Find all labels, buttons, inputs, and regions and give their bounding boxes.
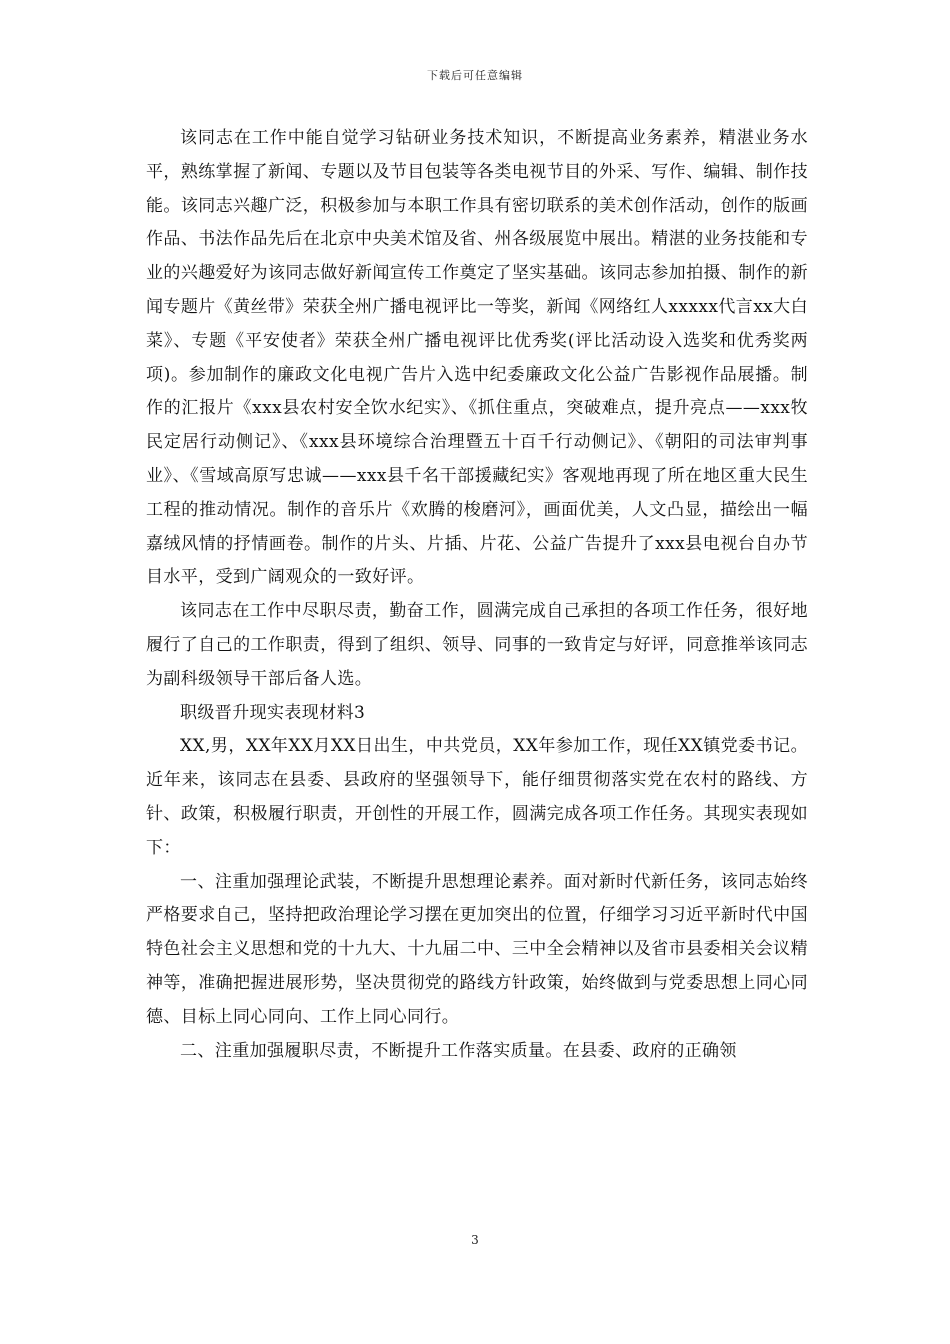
paragraph: 该同志在工作中尽职尽责，勤奋工作，圆满完成自己承担的各项工作任务，很好地履行了自己的工作职责，得到了组织、领导、同事的一致肯定与好评，同意推举该同志为副科级领导干部后备人选。 <box>146 601 808 689</box>
section-title: 职级晋升现实表现材料3 <box>180 702 366 723</box>
paragraph: 一、注重加强理论武装，不断提升思想理论素养。面对新时代新任务，该同志始终严格要求自己，坚持把政治理论学习摆在更加突出的位置，仔细学习习近平新时代中国特色社会主义思想和党的十九大、十九届二中、三中全会精神以及省市县委相关会议精神等，准确把握进展形势，坚决贯彻党的路线方针政策，始终做到与党委思想上同心同德、目标上同心同向、工作上同心同行。 <box>146 871 808 1027</box>
paragraph: XX,男，XX年XX月XX日出生，中共党员，XX年参加工作，现任XX镇党委书记。近年来，该同志在县委、县政府的坚强领导下，能仔细贯彻落实党在农村的路线、方针、政策，积极履行职责，开创性的开展工作，圆满完成各项工作任务。其现实表现如下： <box>146 736 808 858</box>
page-header: 下载后可任意编辑 <box>427 69 523 82</box>
document-body <box>146 122 808 1068</box>
paragraph: 该同志在工作中能自觉学习钻研业务技术知识，不断提高业务素养，精湛业务水平，熟练掌握了新闻、专题以及节目包装等各类电视节目的外采、写作、编辑、制作技能。该同志兴趣广泛，积极参加与本职工作具有密切联系的美术创作活动，创作的版画作品、书法作品先后在北京中央美术馆及省、州各级展览中展出。精湛的业务技能和专业的兴趣爱好为该同志做好新闻宣传工作奠定了坚实基础。该同志参加拍摄、制作的新闻专题片《黄丝带》荣获全州广播电视评比一等奖，新闻《网络红人xxxxx代言xx大白菜》、专题《平安使者》荣获全州广播电视评比优秀奖(评比活动设入选奖和优秀奖两项)。参加制作的廉政文化电视广告片入选中纪委廉政文化公益广告影视作品展播。制作的汇报片《xxx县农村安全饮水纪实》、《抓住重点，突破难点，提升亮点——xxx牧民定居行动侧记》、《xxx县环境综合治理暨五十百千行动侧记》、《朝阳的司法审判事业》、《雪域高原写忠诚——xxx县千名干部援藏纪实》客观地再现了所在地区重大民生工程的推动情况。制作的音乐片《欢腾的梭磨河》，画面优美，人文凸显，描绘出一幅嘉绒风情的抒情画卷。制作的片头、片插、片花、公益广告提升了xxx县电视台自办节目水平，受到广阔观众的一致好评。 <box>146 128 808 588</box>
paragraph: 二、注重加强履职尽责，不断提升工作落实质量。在县委、政府的正确领 <box>180 1040 737 1061</box>
page-number: 3 <box>471 1233 479 1247</box>
